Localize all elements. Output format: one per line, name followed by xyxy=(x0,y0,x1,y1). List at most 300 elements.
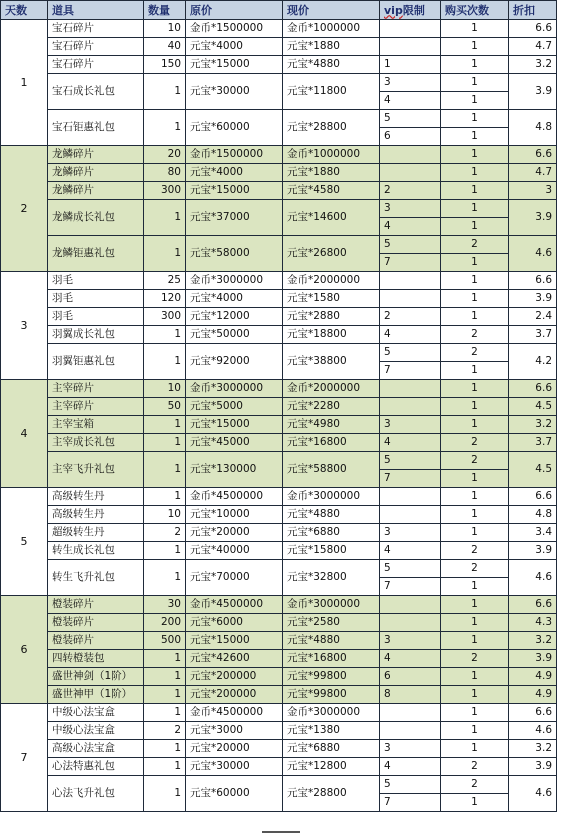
header-row xyxy=(1,1,557,20)
item-name-cell: 主宰飞升礼包 xyxy=(48,452,144,488)
table-row xyxy=(1,596,557,614)
table-row xyxy=(1,74,557,92)
discount-cell: 6.6 xyxy=(509,704,557,722)
orig-price-cell: 元宝*15000 xyxy=(186,632,283,650)
qty-cell: 150 xyxy=(144,56,186,74)
buy-count-cell: 1 xyxy=(441,524,509,542)
vip-cell: 4 xyxy=(380,92,441,110)
now-price-cell: 元宝*58800 xyxy=(283,452,380,488)
qty-cell: 25 xyxy=(144,272,186,290)
buy-count-cell: 2 xyxy=(441,650,509,668)
orig-price-cell: 元宝*12000 xyxy=(186,308,283,326)
discount-cell: 4.5 xyxy=(509,398,557,416)
orig-price-cell: 元宝*60000 xyxy=(186,110,283,146)
buy-count-cell: 1 xyxy=(441,470,509,488)
discount-cell: 3.7 xyxy=(509,326,557,344)
orig-price-cell: 元宝*92000 xyxy=(186,344,283,380)
buy-count-cell: 2 xyxy=(441,560,509,578)
buy-count-cell: 1 xyxy=(441,74,509,92)
vip-cell: 7 xyxy=(380,362,441,380)
qty-cell: 1 xyxy=(144,704,186,722)
buy-count-cell: 1 xyxy=(441,578,509,596)
buy-count-cell: 1 xyxy=(441,380,509,398)
now-price-cell: 元宝*28800 xyxy=(283,776,380,812)
discount-cell: 4.2 xyxy=(509,344,557,380)
qty-cell: 1 xyxy=(144,740,186,758)
vip-cell xyxy=(380,722,441,740)
orig-price-cell: 金币*4500000 xyxy=(186,704,283,722)
orig-price-cell: 元宝*15000 xyxy=(186,416,283,434)
table-row xyxy=(1,416,557,434)
discount-cell: 6.6 xyxy=(509,380,557,398)
buy-count-cell: 1 xyxy=(441,128,509,146)
buy-count-cell: 2 xyxy=(441,434,509,452)
vip-cell: 5 xyxy=(380,560,441,578)
item-name-cell: 高级心法宝盒 xyxy=(48,740,144,758)
vip-cell xyxy=(380,704,441,722)
item-name-cell: 转生成长礼包 xyxy=(48,542,144,560)
vip-cell xyxy=(380,290,441,308)
vip-cell: 5 xyxy=(380,452,441,470)
table-row xyxy=(1,542,557,560)
orig-price-cell: 元宝*6000 xyxy=(186,614,283,632)
orig-price-cell: 元宝*4000 xyxy=(186,164,283,182)
orig-price-cell: 元宝*70000 xyxy=(186,560,283,596)
orig-price-cell: 元宝*10000 xyxy=(186,506,283,524)
item-name-cell: 羽毛 xyxy=(48,308,144,326)
discount-cell: 3.2 xyxy=(509,740,557,758)
item-name-cell: 盛世神剑（1阶） xyxy=(48,668,144,686)
discount-cell: 6.6 xyxy=(509,146,557,164)
day-cell: 1 xyxy=(1,20,48,146)
header-discount: 折扣 xyxy=(509,1,557,20)
vip-cell: 7 xyxy=(380,794,441,812)
qty-cell: 1 xyxy=(144,110,186,146)
orig-price-cell: 元宝*58000 xyxy=(186,236,283,272)
item-name-cell: 宝石钜惠礼包 xyxy=(48,110,144,146)
qty-cell: 30 xyxy=(144,596,186,614)
item-name-cell: 高级转生丹 xyxy=(48,506,144,524)
orig-price-cell: 元宝*42600 xyxy=(186,650,283,668)
discount-cell: 3 xyxy=(509,182,557,200)
now-price-cell: 元宝*26800 xyxy=(283,236,380,272)
header-qty: 数量 xyxy=(144,1,186,20)
table-row xyxy=(1,326,557,344)
orig-price-cell: 金币*1500000 xyxy=(186,146,283,164)
item-name-cell: 羽翼成长礼包 xyxy=(48,326,144,344)
buy-count-cell: 1 xyxy=(441,200,509,218)
now-price-cell: 元宝*32800 xyxy=(283,560,380,596)
vip-cell xyxy=(380,506,441,524)
now-price-cell: 元宝*38800 xyxy=(283,344,380,380)
buy-count-cell: 1 xyxy=(441,272,509,290)
now-price-cell: 金币*2000000 xyxy=(283,272,380,290)
item-name-cell: 心法特惠礼包 xyxy=(48,758,144,776)
item-name-cell: 龙鳞碎片 xyxy=(48,164,144,182)
table-row xyxy=(1,146,557,164)
qty-cell: 1 xyxy=(144,650,186,668)
discount-cell: 3.2 xyxy=(509,416,557,434)
discount-cell: 3.2 xyxy=(509,56,557,74)
table-row xyxy=(1,290,557,308)
vip-cell xyxy=(380,398,441,416)
now-price-cell: 元宝*16800 xyxy=(283,650,380,668)
vip-cell: 3 xyxy=(380,416,441,434)
item-name-cell: 主宰宝箱 xyxy=(48,416,144,434)
orig-price-cell: 元宝*15000 xyxy=(186,182,283,200)
qty-cell: 1 xyxy=(144,200,186,236)
now-price-cell: 金币*3000000 xyxy=(283,596,380,614)
vip-cell: 4 xyxy=(380,650,441,668)
now-price-cell: 元宝*4880 xyxy=(283,632,380,650)
vip-cell xyxy=(380,38,441,56)
orig-price-cell: 元宝*3000 xyxy=(186,722,283,740)
header-item: 道具 xyxy=(48,1,144,20)
table-row xyxy=(1,56,557,74)
qty-cell: 1 xyxy=(144,542,186,560)
discount-cell: 6.6 xyxy=(509,596,557,614)
day-cell: 6 xyxy=(1,596,48,704)
vip-cell: 5 xyxy=(380,236,441,254)
item-name-cell: 龙鳞成长礼包 xyxy=(48,200,144,236)
item-name-cell: 羽毛 xyxy=(48,272,144,290)
buy-count-cell: 1 xyxy=(441,722,509,740)
now-price-cell: 元宝*99800 xyxy=(283,668,380,686)
vip-cell: 4 xyxy=(380,434,441,452)
buy-count-cell: 1 xyxy=(441,182,509,200)
vip-cell: 2 xyxy=(380,308,441,326)
discount-cell: 3.9 xyxy=(509,650,557,668)
orig-price-cell: 元宝*130000 xyxy=(186,452,283,488)
buy-count-cell: 1 xyxy=(441,362,509,380)
vip-cell xyxy=(380,614,441,632)
qty-cell: 1 xyxy=(144,758,186,776)
orig-price-cell: 元宝*15000 xyxy=(186,56,283,74)
orig-price-cell: 元宝*20000 xyxy=(186,740,283,758)
orig-price-cell: 元宝*5000 xyxy=(186,398,283,416)
item-name-cell: 主宰碎片 xyxy=(48,380,144,398)
orig-price-cell: 金币*3000000 xyxy=(186,380,283,398)
header-buy-count: 购买次数 xyxy=(441,1,509,20)
discount-cell: 6.6 xyxy=(509,20,557,38)
qty-cell: 1 xyxy=(144,686,186,704)
orig-price-cell: 元宝*45000 xyxy=(186,434,283,452)
item-name-cell: 主宰成长礼包 xyxy=(48,434,144,452)
vip-cell: 3 xyxy=(380,200,441,218)
now-price-cell: 金币*3000000 xyxy=(283,488,380,506)
buy-count-cell: 2 xyxy=(441,758,509,776)
qty-cell: 300 xyxy=(144,308,186,326)
item-name-cell: 主宰碎片 xyxy=(48,398,144,416)
vip-cell: 5 xyxy=(380,776,441,794)
buy-count-cell: 1 xyxy=(441,686,509,704)
table-row xyxy=(1,344,557,362)
qty-cell: 10 xyxy=(144,380,186,398)
vip-cell: 7 xyxy=(380,254,441,272)
qty-cell: 10 xyxy=(144,506,186,524)
discount-cell: 4.6 xyxy=(509,560,557,596)
vip-cell: 7 xyxy=(380,470,441,488)
buy-count-cell: 1 xyxy=(441,110,509,128)
discount-cell: 4.6 xyxy=(509,776,557,812)
table-body xyxy=(1,20,557,812)
table-row xyxy=(1,686,557,704)
table-row xyxy=(1,632,557,650)
item-name-cell: 中级心法宝盒 xyxy=(48,704,144,722)
buy-count-cell: 1 xyxy=(441,290,509,308)
qty-cell: 1 xyxy=(144,326,186,344)
item-name-cell: 龙鳞钜惠礼包 xyxy=(48,236,144,272)
now-price-cell: 元宝*14600 xyxy=(283,200,380,236)
buy-count-cell: 1 xyxy=(441,596,509,614)
vip-cell: 8 xyxy=(380,686,441,704)
orig-price-cell: 元宝*60000 xyxy=(186,776,283,812)
vip-cell: 3 xyxy=(380,74,441,92)
table-row xyxy=(1,560,557,578)
header-vip-suffix: 限制 xyxy=(402,3,425,17)
buy-count-cell: 1 xyxy=(441,146,509,164)
vip-cell: 6 xyxy=(380,128,441,146)
table-row xyxy=(1,434,557,452)
orig-price-cell: 元宝*37000 xyxy=(186,200,283,236)
buy-count-cell: 1 xyxy=(441,218,509,236)
buy-count-cell: 1 xyxy=(441,506,509,524)
table-row xyxy=(1,488,557,506)
qty-cell: 1 xyxy=(144,236,186,272)
now-price-cell: 元宝*11800 xyxy=(283,74,380,110)
orig-price-cell: 元宝*50000 xyxy=(186,326,283,344)
table-row xyxy=(1,614,557,632)
now-price-cell: 元宝*4880 xyxy=(283,56,380,74)
orig-price-cell: 元宝*200000 xyxy=(186,668,283,686)
orig-price-cell: 金币*4500000 xyxy=(186,596,283,614)
item-name-cell: 宝石成长礼包 xyxy=(48,74,144,110)
table-row xyxy=(1,380,557,398)
item-name-cell: 羽翼钜惠礼包 xyxy=(48,344,144,380)
day-cell: 2 xyxy=(1,146,48,272)
vip-cell: 5 xyxy=(380,110,441,128)
day-cell: 3 xyxy=(1,272,48,380)
vip-cell: 1 xyxy=(380,56,441,74)
buy-count-cell: 2 xyxy=(441,452,509,470)
now-price-cell: 元宝*2280 xyxy=(283,398,380,416)
table-row xyxy=(1,524,557,542)
table-row xyxy=(1,38,557,56)
item-name-cell: 四转橙装包 xyxy=(48,650,144,668)
discount-cell: 4.9 xyxy=(509,686,557,704)
now-price-cell: 元宝*2880 xyxy=(283,308,380,326)
buy-count-cell: 2 xyxy=(441,344,509,362)
buy-count-cell: 1 xyxy=(441,704,509,722)
sheet-scroll-marker xyxy=(262,831,300,833)
discount-cell: 4.3 xyxy=(509,614,557,632)
orig-price-cell: 元宝*4000 xyxy=(186,290,283,308)
vip-cell xyxy=(380,164,441,182)
orig-price-cell: 金币*3000000 xyxy=(186,272,283,290)
item-name-cell: 盛世神甲（1阶） xyxy=(48,686,144,704)
table-row xyxy=(1,182,557,200)
vip-cell: 4 xyxy=(380,326,441,344)
now-price-cell: 金币*1000000 xyxy=(283,20,380,38)
vip-cell: 5 xyxy=(380,344,441,362)
now-price-cell: 元宝*4580 xyxy=(283,182,380,200)
vip-cell: 3 xyxy=(380,740,441,758)
discount-cell: 3.9 xyxy=(509,758,557,776)
orig-price-cell: 金币*1500000 xyxy=(186,20,283,38)
buy-count-cell: 1 xyxy=(441,416,509,434)
item-name-cell: 橙装碎片 xyxy=(48,614,144,632)
now-price-cell: 元宝*99800 xyxy=(283,686,380,704)
buy-count-cell: 1 xyxy=(441,20,509,38)
orig-price-cell: 元宝*20000 xyxy=(186,524,283,542)
item-name-cell: 高级转生丹 xyxy=(48,488,144,506)
buy-count-cell: 2 xyxy=(441,542,509,560)
vip-cell xyxy=(380,146,441,164)
item-name-cell: 宝石碎片 xyxy=(48,38,144,56)
discount-cell: 3.4 xyxy=(509,524,557,542)
now-price-cell: 元宝*28800 xyxy=(283,110,380,146)
now-price-cell: 元宝*2580 xyxy=(283,614,380,632)
orig-price-cell: 元宝*40000 xyxy=(186,542,283,560)
buy-count-cell: 1 xyxy=(441,488,509,506)
table-row xyxy=(1,200,557,218)
table-row xyxy=(1,650,557,668)
buy-count-cell: 2 xyxy=(441,776,509,794)
table-row xyxy=(1,272,557,290)
discount-cell: 4.7 xyxy=(509,38,557,56)
qty-cell: 1 xyxy=(144,344,186,380)
item-name-cell: 龙鳞碎片 xyxy=(48,146,144,164)
discount-cell: 4.6 xyxy=(509,722,557,740)
table-row xyxy=(1,722,557,740)
now-price-cell: 元宝*6880 xyxy=(283,524,380,542)
vip-cell xyxy=(380,380,441,398)
qty-cell: 2 xyxy=(144,722,186,740)
vip-cell xyxy=(380,596,441,614)
orig-price-cell: 元宝*30000 xyxy=(186,74,283,110)
item-name-cell: 转生飞升礼包 xyxy=(48,560,144,596)
qty-cell: 300 xyxy=(144,182,186,200)
header-orig-price: 原价 xyxy=(186,1,283,20)
buy-count-cell: 1 xyxy=(441,398,509,416)
vip-cell: 3 xyxy=(380,524,441,542)
discount-cell: 3.9 xyxy=(509,74,557,110)
table-row xyxy=(1,398,557,416)
discount-cell: 3.9 xyxy=(509,290,557,308)
vip-cell: 7 xyxy=(380,578,441,596)
buy-count-cell: 1 xyxy=(441,38,509,56)
now-price-cell: 元宝*6880 xyxy=(283,740,380,758)
vip-cell xyxy=(380,20,441,38)
now-price-cell: 元宝*16800 xyxy=(283,434,380,452)
qty-cell: 1 xyxy=(144,776,186,812)
buy-count-cell: 1 xyxy=(441,794,509,812)
now-price-cell: 元宝*1380 xyxy=(283,722,380,740)
item-name-cell: 宝石碎片 xyxy=(48,56,144,74)
now-price-cell: 元宝*15800 xyxy=(283,542,380,560)
buy-count-cell: 1 xyxy=(441,164,509,182)
discount-cell: 4.9 xyxy=(509,668,557,686)
discount-cell: 4.8 xyxy=(509,110,557,146)
vip-cell: 4 xyxy=(380,758,441,776)
vip-cell: 4 xyxy=(380,542,441,560)
table-row xyxy=(1,704,557,722)
header-vip-prefix: vip xyxy=(384,3,403,17)
table-row xyxy=(1,164,557,182)
buy-count-cell: 2 xyxy=(441,326,509,344)
now-price-cell: 金币*1000000 xyxy=(283,146,380,164)
qty-cell: 1 xyxy=(144,560,186,596)
vip-cell: 2 xyxy=(380,182,441,200)
qty-cell: 120 xyxy=(144,290,186,308)
orig-price-cell: 元宝*30000 xyxy=(186,758,283,776)
orig-price-cell: 元宝*200000 xyxy=(186,686,283,704)
vip-cell: 6 xyxy=(380,668,441,686)
header-now-price: 现价 xyxy=(283,1,380,20)
now-price-cell: 金币*3000000 xyxy=(283,704,380,722)
header-vip xyxy=(380,1,441,20)
buy-count-cell: 1 xyxy=(441,740,509,758)
discount-cell: 4.7 xyxy=(509,164,557,182)
item-name-cell: 宝石碎片 xyxy=(48,20,144,38)
day-cell: 5 xyxy=(1,488,48,596)
qty-cell: 200 xyxy=(144,614,186,632)
table-row xyxy=(1,740,557,758)
buy-count-cell: 1 xyxy=(441,308,509,326)
buy-count-cell: 1 xyxy=(441,614,509,632)
qty-cell: 20 xyxy=(144,146,186,164)
orig-price-cell: 金币*4500000 xyxy=(186,488,283,506)
table-row xyxy=(1,110,557,128)
qty-cell: 10 xyxy=(144,20,186,38)
qty-cell: 80 xyxy=(144,164,186,182)
now-price-cell: 元宝*4980 xyxy=(283,416,380,434)
vip-cell xyxy=(380,488,441,506)
table-row xyxy=(1,20,557,38)
buy-count-cell: 1 xyxy=(441,92,509,110)
day-cell: 4 xyxy=(1,380,48,488)
orig-price-cell: 元宝*4000 xyxy=(186,38,283,56)
discount-cell: 6.6 xyxy=(509,272,557,290)
qty-cell: 50 xyxy=(144,398,186,416)
item-name-cell: 橙装碎片 xyxy=(48,632,144,650)
discount-cell: 4.8 xyxy=(509,506,557,524)
item-name-cell: 心法飞升礼包 xyxy=(48,776,144,812)
qty-cell: 1 xyxy=(144,416,186,434)
qty-cell: 1 xyxy=(144,452,186,488)
vip-cell xyxy=(380,272,441,290)
discount-cell: 4.5 xyxy=(509,452,557,488)
vip-cell: 4 xyxy=(380,218,441,236)
buy-count-cell: 1 xyxy=(441,632,509,650)
table-row xyxy=(1,668,557,686)
table-row xyxy=(1,308,557,326)
now-price-cell: 金币*2000000 xyxy=(283,380,380,398)
discount-cell: 4.6 xyxy=(509,236,557,272)
item-name-cell: 中级心法宝盒 xyxy=(48,722,144,740)
qty-cell: 1 xyxy=(144,74,186,110)
qty-cell: 1 xyxy=(144,668,186,686)
item-name-cell: 超级转生丹 xyxy=(48,524,144,542)
item-name-cell: 羽毛 xyxy=(48,290,144,308)
discount-cell: 2.4 xyxy=(509,308,557,326)
now-price-cell: 元宝*1880 xyxy=(283,164,380,182)
table-row xyxy=(1,452,557,470)
table-row xyxy=(1,506,557,524)
now-price-cell: 元宝*12800 xyxy=(283,758,380,776)
discount-cell: 3.9 xyxy=(509,200,557,236)
buy-count-cell: 1 xyxy=(441,254,509,272)
